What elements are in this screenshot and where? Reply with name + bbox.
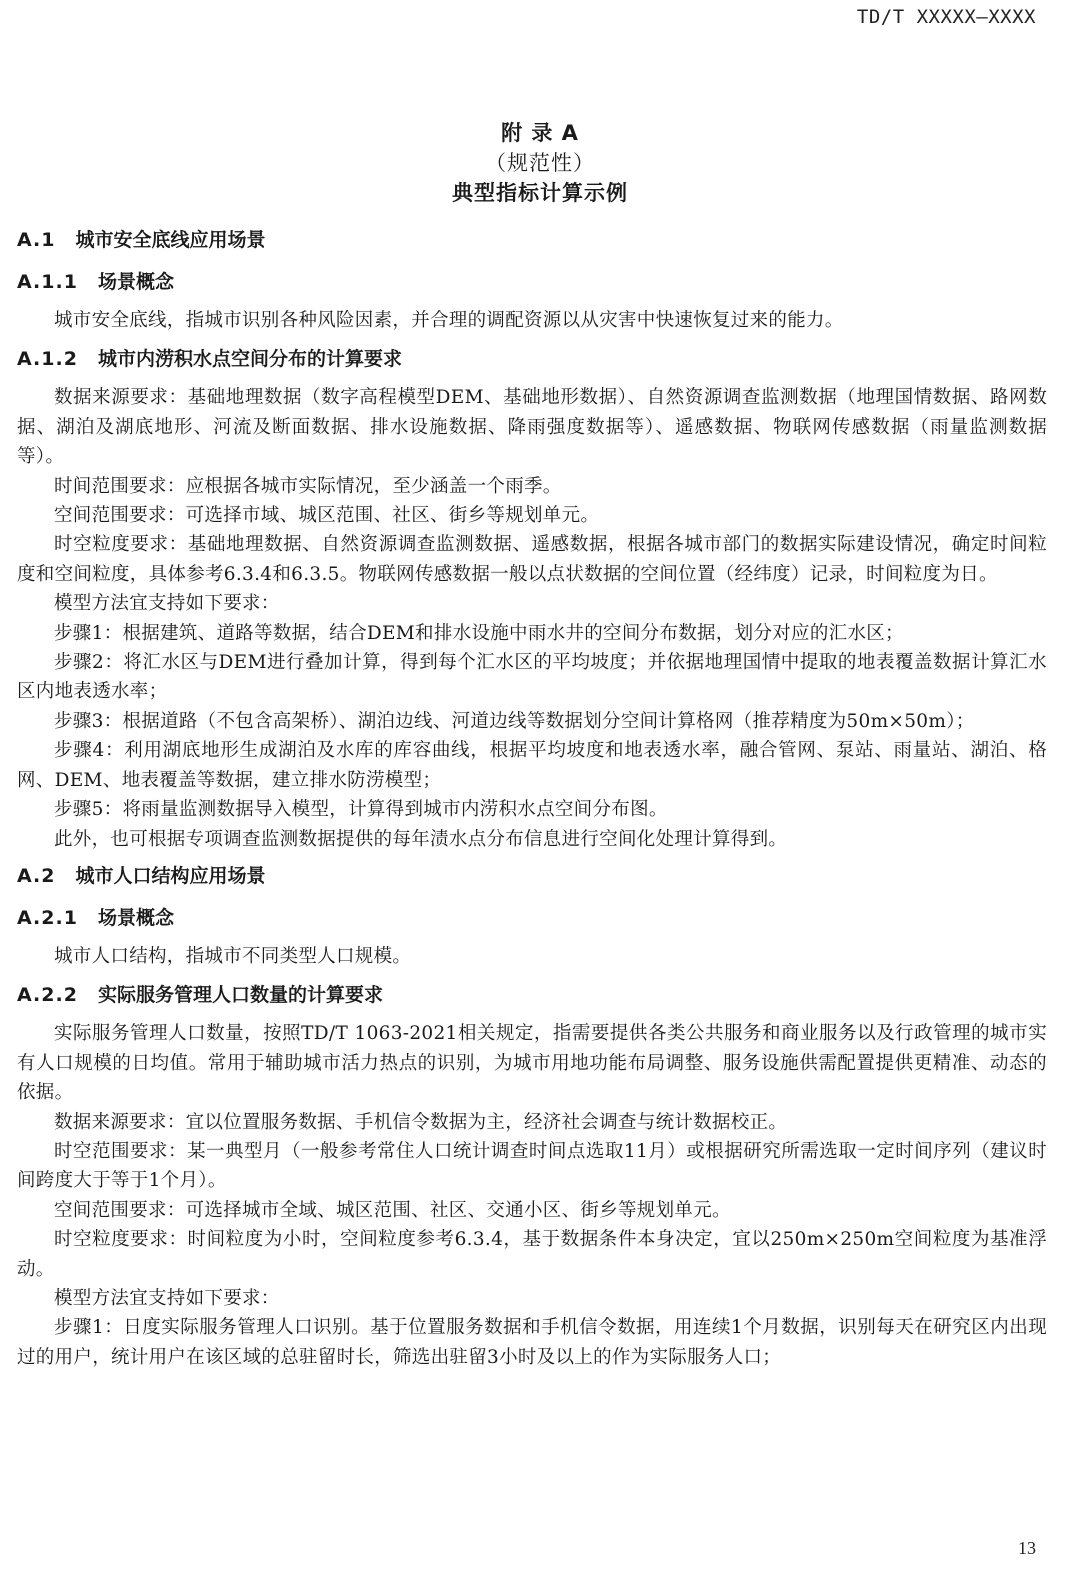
paragraph: 步骤4：利用湖底地形生成湖泊及水库的库容曲线，根据平均坡度和地表透水率，融合管网、泵站、雨量站、湖泊、格网、DEM、地表覆盖等数据，建立排水防涝模型； — [17, 740, 1047, 791]
appendix-label: 附 录 A — [501, 121, 579, 145]
paragraph: 时空粒度要求：基础地理数据、自然资源调查监测数据、遥感数据，根据各城市部门的数据实际建设情况，确定时间粒度和空间粒度，具体参考6.3.4和6.3.5。物联网传感数据一般以点状数据的空间位置（经纬度）记录，时间粒度为日。 — [17, 534, 1047, 585]
section-heading-a12: A.1.2 城市内涝积水点空间分布的计算要求 — [17, 348, 402, 371]
section-heading-a22: A.2.2 实际服务管理人口数量的计算要求 — [17, 984, 383, 1007]
paragraph: 数据来源要求：基础地理数据（数字高程模型DEM、基础地形数据）、自然资源调查监测数据（地理国情数据、路网数据、湖泊及湖底地形、河流及断面数据、排水设施数据、降雨强度数据等）、遥感数据、物联网传感数据（雨量监测数据等）。 — [17, 387, 1047, 468]
paragraph: 模型方法宜支持如下要求： — [54, 1287, 280, 1309]
standard-code: TD/T XXXXX—XXXX — [856, 6, 1036, 28]
section-heading-a11: A.1.1 场景概念 — [17, 271, 174, 293]
paragraph: 城市人口结构，指城市不同类型人口规模。 — [54, 945, 412, 967]
page-number: 13 — [1018, 1538, 1036, 1558]
paragraph: 步骤1：日度实际服务管理人口识别。基于位置服务数据和手机信令数据，用连续1个月数据，识别每天在研究区内出现过的用户，统计用户在该区域的总驻留时长，筛选出驻留3小时及以上的作为实际服务人口； — [17, 1317, 1047, 1368]
appendix-title: 典型指标计算示例 — [452, 181, 628, 205]
section-heading-a1: A.1 城市安全底线应用场景 — [17, 229, 266, 251]
paragraph: 城市安全底线，指城市识别各种风险因素，并合理的调配资源以从灾害中快速恢复过来的能力。 — [54, 310, 844, 331]
document-body — [17, 218, 1047, 1372]
paragraph: 空间范围要求：可选择市域、城区范围、社区、街乡等规划单元。 — [54, 505, 600, 527]
section-heading-a21: A.2.1 场景概念 — [17, 906, 174, 929]
paragraph: 数据来源要求：宜以位置服务数据、手机信令数据为主，经济社会调查与统计数据校正。 — [54, 1111, 788, 1133]
paragraph: 模型方法宜支持如下要求： — [54, 593, 280, 615]
paragraph: 空间范围要求：可选择城市全域、城区范围、社区、交通小区、街乡等规划单元。 — [54, 1199, 731, 1221]
paragraph: 步骤2：将汇水区与DEM进行叠加计算，得到每个汇水区的平均坡度；并依据地理国情中提取的地表覆盖数据计算汇水区内地表透水率； — [17, 652, 1047, 703]
paragraph: 步骤3：根据道路（不包含高架桥）、湖泊边线、河道边线等数据划分空间计算格网（推荐精度为50m×50m）； — [54, 710, 975, 732]
section-heading-a2: A.2 城市人口结构应用场景 — [17, 864, 266, 887]
appendix-normative: （规范性） — [485, 151, 595, 175]
appendix-header — [0, 118, 1080, 208]
paragraph: 步骤5：将雨量监测数据导入模型，计算得到城市内涝积水点空间分布图。 — [54, 799, 668, 821]
paragraph: 时间范围要求：应根据各城市实际情况，至少涵盖一个雨季。 — [54, 475, 562, 497]
paragraph: 此外，也可根据专项调查监测数据提供的每年渍水点分布信息进行空间化处理计算得到。 — [54, 828, 788, 850]
paragraph: 实际服务管理人口数量，按照TD/T 1063-2021相关规定，指需要提供各类公共服务和商业服务以及行政管理的城市实有人口规模的日均值。常用于辅助城市活力热点的识别，为城市用地功能布局调整、服务设施供需配置提供更精准、动态的依据。 — [17, 1023, 1047, 1104]
paragraph: 步骤1：根据建筑、道路等数据，结合DEM和排水设施中雨水井的空间分布数据，划分对应的汇水区； — [54, 622, 904, 644]
paragraph: 时空粒度要求：时间粒度为小时，空间粒度参考6.3.4，基于数据条件本身决定，宜以250m×250m空间粒度为基准浮动。 — [17, 1229, 1047, 1280]
paragraph: 时空范围要求：某一典型月（一般参考常住人口统计调查时间点选取11月）或根据研究所需选取一定时间序列（建议时间跨度大于等于1个月）。 — [17, 1140, 1047, 1192]
